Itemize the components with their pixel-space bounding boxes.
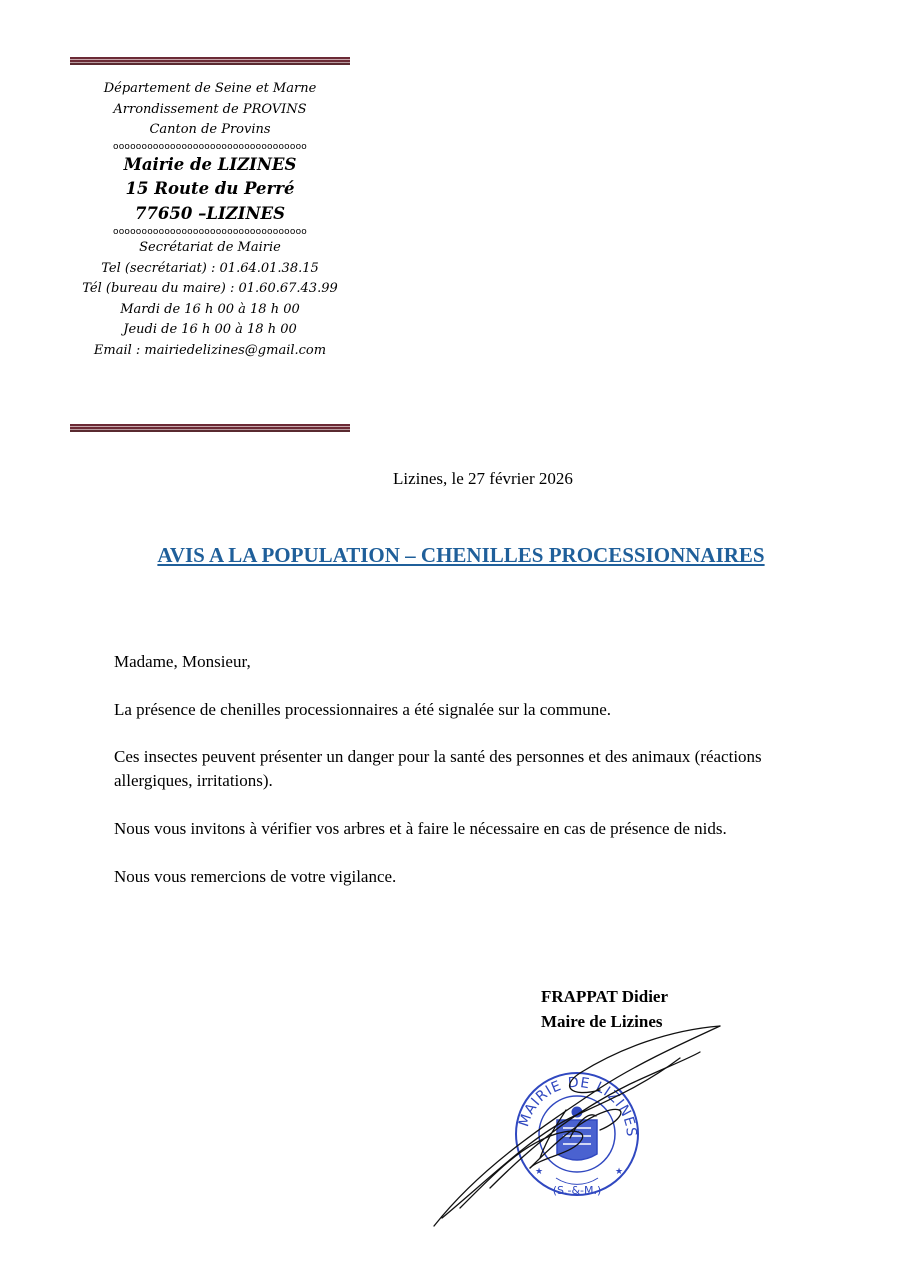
email-line: Email : mairiedelizines@gmail.com xyxy=(93,342,327,358)
mairie-city: 77650 –LIZINES xyxy=(134,203,286,223)
paragraph-4: Nous vous remercions de votre vigilance. xyxy=(114,867,397,886)
hours-tuesday-line: Mardi de 16 h 00 à 18 h 00 xyxy=(120,301,300,317)
separator: oooooooooooooooooooooooooooooooooo xyxy=(112,227,308,237)
svg-text:★: ★ xyxy=(615,1166,624,1176)
tel-maire-line: Tél (bureau du maire) : 01.60.67.43.99 xyxy=(82,281,338,296)
arrondissement-line: Arrondissement de PROVINS xyxy=(113,101,307,117)
paragraph-1: La présence de chenilles processionnaires a été signalée sur la commune. xyxy=(114,700,612,719)
tel-secretariat-line: Tel (secrétariat) : 01.64.01.38.15 xyxy=(101,260,319,276)
paragraph-3: Nous vous invitons à vérifier vos arbres et à faire le nécessaire en cas de présence de nids. xyxy=(114,819,727,838)
hours-thursday-line: Jeudi de 16 h 00 à 18 h 00 xyxy=(123,322,297,337)
signatory-role: Maire de Lizines xyxy=(541,1012,663,1031)
department-line: Département de Seine et Marne xyxy=(103,81,317,96)
letter-date: Lizines, le 27 février 2026 xyxy=(393,469,573,488)
mairie-street: 15 Route du Perré xyxy=(125,179,295,198)
handwritten-signature xyxy=(420,1018,740,1238)
header-top-rule xyxy=(70,57,350,65)
canton-line: Canton de Provins xyxy=(149,122,271,137)
secretariat-line: Secrétariat de Mairie xyxy=(139,240,281,255)
paragraph-2: Ces insectes peuvent présenter un danger pour la santé des personnes et des animaux (réactions allergiques, irritations). xyxy=(114,747,762,790)
svg-text:★: ★ xyxy=(535,1166,544,1176)
signatory-name: FRAPPAT Didier xyxy=(541,987,669,1006)
salutation: Madame, Monsieur, xyxy=(114,652,251,671)
header-bottom-rule xyxy=(70,424,350,432)
letter-title: AVIS A LA POPULATION – CHENILLES PROCESSIONNAIRES xyxy=(157,543,765,567)
svg-text:(S.-&-M.): (S.-&-M.) xyxy=(552,1184,602,1197)
mairie-name: Mairie de LIZINES xyxy=(123,154,297,174)
separator: oooooooooooooooooooooooooooooooooo xyxy=(112,141,308,152)
letterhead xyxy=(60,79,360,361)
svg-text:MAIRIE DE LIZINES: MAIRIE DE LIZINES xyxy=(516,1074,640,1138)
